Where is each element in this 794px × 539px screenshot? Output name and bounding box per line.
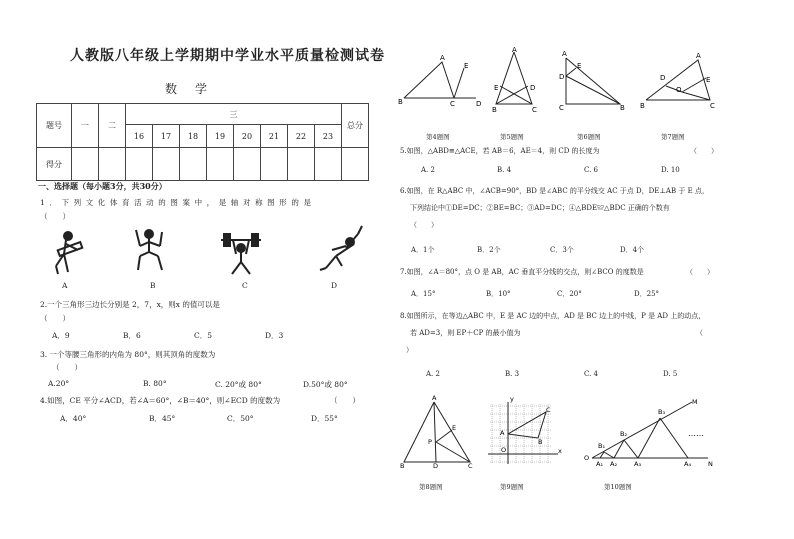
q5-option-d[interactable]: D. 10 (661, 166, 680, 174)
q6-option-b[interactable]: B．2个 (477, 246, 501, 254)
fig8-label-d: D (433, 462, 439, 470)
fig9-label-x: x (558, 447, 562, 455)
fig10-label-o: O (584, 454, 590, 462)
q3-option-b[interactable]: B. 80° (143, 379, 167, 388)
q8-line2: 若 AD=3，则 EP＋CP 的最小值为 (410, 329, 521, 337)
score-cell[interactable] (72, 148, 99, 181)
figure-5 (496, 52, 532, 104)
fig4-label-b: B (398, 98, 403, 106)
q1-label-b: B (150, 281, 156, 290)
q7-paren: （ ） (686, 268, 714, 276)
fig5-label-a: A (512, 46, 517, 54)
q4-paren: （ ） (330, 396, 360, 405)
fig7-label-b: B (640, 102, 645, 110)
figure-c-barbell-icon (221, 234, 261, 274)
fig8-label-a: A (432, 394, 437, 402)
col-num: 16 (126, 125, 153, 148)
col-san: 三 (126, 104, 342, 125)
fig5-label-b: B (492, 106, 497, 114)
q4-option-b[interactable]: B．45° (149, 414, 176, 423)
q6-paren: （ ） (410, 221, 438, 229)
score-cell[interactable] (126, 148, 153, 181)
q6-option-d[interactable]: D．4个 (620, 246, 645, 254)
col-er: 二 (99, 104, 126, 148)
fig9-label-a: A (500, 429, 505, 437)
exam-title: 人教版八年级上学期期中学业水平质量检测试卷 (70, 48, 385, 64)
q1-text: 1．下列文化体育活动的图案中，是轴对称图形的是 (40, 198, 316, 207)
fig4-label-e: E (464, 62, 469, 70)
fig6-label-c: C (559, 104, 564, 112)
q2-text: 2.一个三角形三边长分别是 2，7，x，则x 的值可以是 (40, 300, 220, 309)
q8-option-b[interactable]: B. 3 (505, 370, 520, 378)
figure-7 (646, 60, 710, 100)
fig10-label-a3: A₃ (634, 460, 642, 468)
q7-option-b[interactable]: B．10° (486, 290, 511, 298)
score-cell[interactable] (315, 148, 342, 181)
q5-text: 5.如图，△ABD≌△ACE，若 AB＝6，AE＝4，则 CD 的长度为 (400, 147, 600, 155)
fig10-label-n: N (708, 460, 713, 468)
fig7-label-a: A (696, 52, 701, 60)
col-num: 20 (234, 125, 261, 148)
caption-fig9: 第9题图 (500, 483, 524, 491)
q7-option-a[interactable]: A．15° (411, 290, 436, 298)
fig10-label-b2: B₂ (620, 430, 628, 438)
score-cell[interactable] (180, 148, 207, 181)
fig7-label-c: C (710, 102, 715, 110)
q8-option-c[interactable]: C. 4 (584, 370, 599, 378)
score-cell[interactable] (288, 148, 315, 181)
fig8-label-c: C (468, 462, 473, 470)
q8-line1: 8.如图所示，在等边△ABC 中，E 是 AC 边的中点，AD 是 BC 边上的中线，P 是 AD 上的动点， (400, 312, 706, 320)
fig6-label-b: B (620, 104, 625, 112)
q5-option-c[interactable]: C. 6 (584, 166, 599, 174)
figure-6 (566, 58, 620, 104)
q7-option-c[interactable]: C．20° (557, 290, 582, 298)
fig6-label-e: E (577, 62, 582, 70)
fig6-label-d: D (559, 73, 565, 81)
fig10-label-b1: B₁ (598, 442, 606, 450)
defen-header: 得分 (37, 148, 72, 181)
fig10-label-a1: A₁ (596, 460, 604, 468)
fig5-label-d: D (530, 84, 536, 92)
q6-line2: 下列结论中①DE=DC；②BE=BC；③AD=DC；④△BDE≌△BDC 正确的个数有 (410, 204, 670, 212)
q4-option-c[interactable]: C．50° (227, 414, 254, 423)
q2-option-c[interactable]: C．5 (194, 331, 213, 340)
score-cell[interactable] (261, 148, 288, 181)
fig10-label-b3: B₃ (658, 408, 666, 416)
fig10-label-m: M (692, 398, 698, 406)
figure-a-weightlifter-icon (56, 232, 82, 274)
fig9-label-c: C (546, 406, 551, 414)
q5-paren: （ ） (690, 147, 718, 155)
caption-fig6: 第6题图 (577, 133, 601, 141)
col-num: 18 (180, 125, 207, 148)
q8-option-a[interactable]: A. 2 (426, 370, 440, 378)
q1-paren: （ ） (40, 212, 70, 221)
col-num: 21 (261, 125, 288, 148)
subject-heading: 数学 (165, 82, 226, 96)
score-cell[interactable] (234, 148, 261, 181)
q2-option-d[interactable]: D．3 (265, 331, 284, 340)
q1-figures (36, 222, 366, 278)
col-num: 22 (288, 125, 315, 148)
q8-paren-close: ） (406, 346, 413, 354)
fig10-label-a2: A₂ (610, 460, 618, 468)
q5-option-b[interactable]: B. 4 (497, 166, 512, 174)
bottom-figures (396, 396, 726, 468)
fig10-dots: …… (688, 429, 704, 438)
fig8-label-e: E (452, 424, 457, 432)
fig9-label-o: O (501, 446, 507, 454)
fig6-label-a: A (562, 50, 567, 58)
q4-text: 4.如图，CE 平分∠ACD，若∠A＝60°，∠B＝40°，则∠ECD 的度数为 (40, 396, 281, 405)
q8-option-d[interactable]: D. 5 (663, 370, 678, 378)
caption-fig10: 第10题图 (604, 483, 632, 491)
q4-option-d[interactable]: D．55° (311, 414, 338, 423)
fig8-label-b: B (400, 462, 405, 470)
figure-8 (404, 402, 470, 462)
q2-paren: （ ） (40, 314, 70, 323)
tihao-header: 题号 (37, 104, 72, 148)
q3-paren: （ ） (52, 363, 82, 372)
fig8-label-p: P (428, 438, 432, 446)
top-figures (396, 46, 726, 114)
q7-text: 7.如图，∠A＝80°，点 O 是 AB，AC 垂直平分线的交点，则∠BCO 的度数是 (400, 268, 644, 276)
col-yi: 一 (72, 104, 99, 148)
fig9-label-b: B (538, 438, 543, 446)
fig10-label-a4: A₄ (684, 460, 692, 468)
q6-option-c[interactable]: C．3个 (550, 246, 574, 254)
q1-label-d: D (331, 281, 338, 290)
q8-paren-open: （ (696, 329, 703, 337)
q1-label-a: A (62, 281, 68, 290)
q1-label-c: C (242, 281, 248, 290)
section-1-heading: 一、选择题（每小题3分，共30分） (38, 181, 167, 191)
caption-fig5: 第5题图 (500, 133, 524, 141)
col-zongfen: 总分 (342, 104, 369, 148)
fig5-label-e: E (494, 84, 499, 92)
score-cell[interactable] (207, 148, 234, 181)
caption-fig7: 第7题图 (661, 133, 685, 141)
score-table (36, 103, 369, 181)
figure-b-athlete-icon (136, 230, 162, 270)
score-cell[interactable] (153, 148, 180, 181)
q3-text: 3. 一个等腰三角形的内角为 80°，则其顶角的度数为 (40, 350, 216, 359)
fig7-label-o: O (676, 86, 682, 94)
figure-d-diver-icon (320, 226, 362, 270)
q3-option-d[interactable]: D.50°或 80° (303, 380, 348, 389)
col-num: 23 (315, 125, 342, 148)
q7-option-d[interactable]: D．25° (634, 290, 660, 298)
caption-fig8: 第8题图 (419, 483, 443, 491)
q5-option-a[interactable]: A. 2 (421, 166, 435, 174)
fig4-label-c: C (450, 100, 455, 108)
q6-line1: 6.如图，在 R△ABC 中，∠ACB=90°，BD 是∠ABC 的平分线交 AC 于点 D，DE⊥AB 于 E 点， (400, 187, 709, 195)
fig7-label-d: D (660, 74, 666, 82)
col-num: 17 (153, 125, 180, 148)
fig9-label-y: y (510, 395, 514, 403)
q3-option-a[interactable]: A.20° (48, 379, 70, 388)
score-cell[interactable] (99, 148, 126, 181)
fig4-label-a: A (440, 54, 445, 62)
q2-option-b[interactable]: B．6 (123, 331, 141, 340)
fig7-label-e: E (706, 76, 711, 84)
caption-fig4: 第4题图 (426, 133, 450, 141)
fig5-label-c: C (532, 106, 537, 114)
q3-option-c[interactable]: C. 20°或 80° (215, 380, 262, 389)
score-cell[interactable] (342, 148, 369, 181)
q2-option-a[interactable]: A．9 (52, 331, 70, 340)
col-num: 19 (207, 125, 234, 148)
fig4-label-d: D (476, 100, 482, 108)
q6-option-a[interactable]: A．1个 (411, 246, 435, 254)
q4-option-a[interactable]: A．40° (60, 414, 87, 423)
